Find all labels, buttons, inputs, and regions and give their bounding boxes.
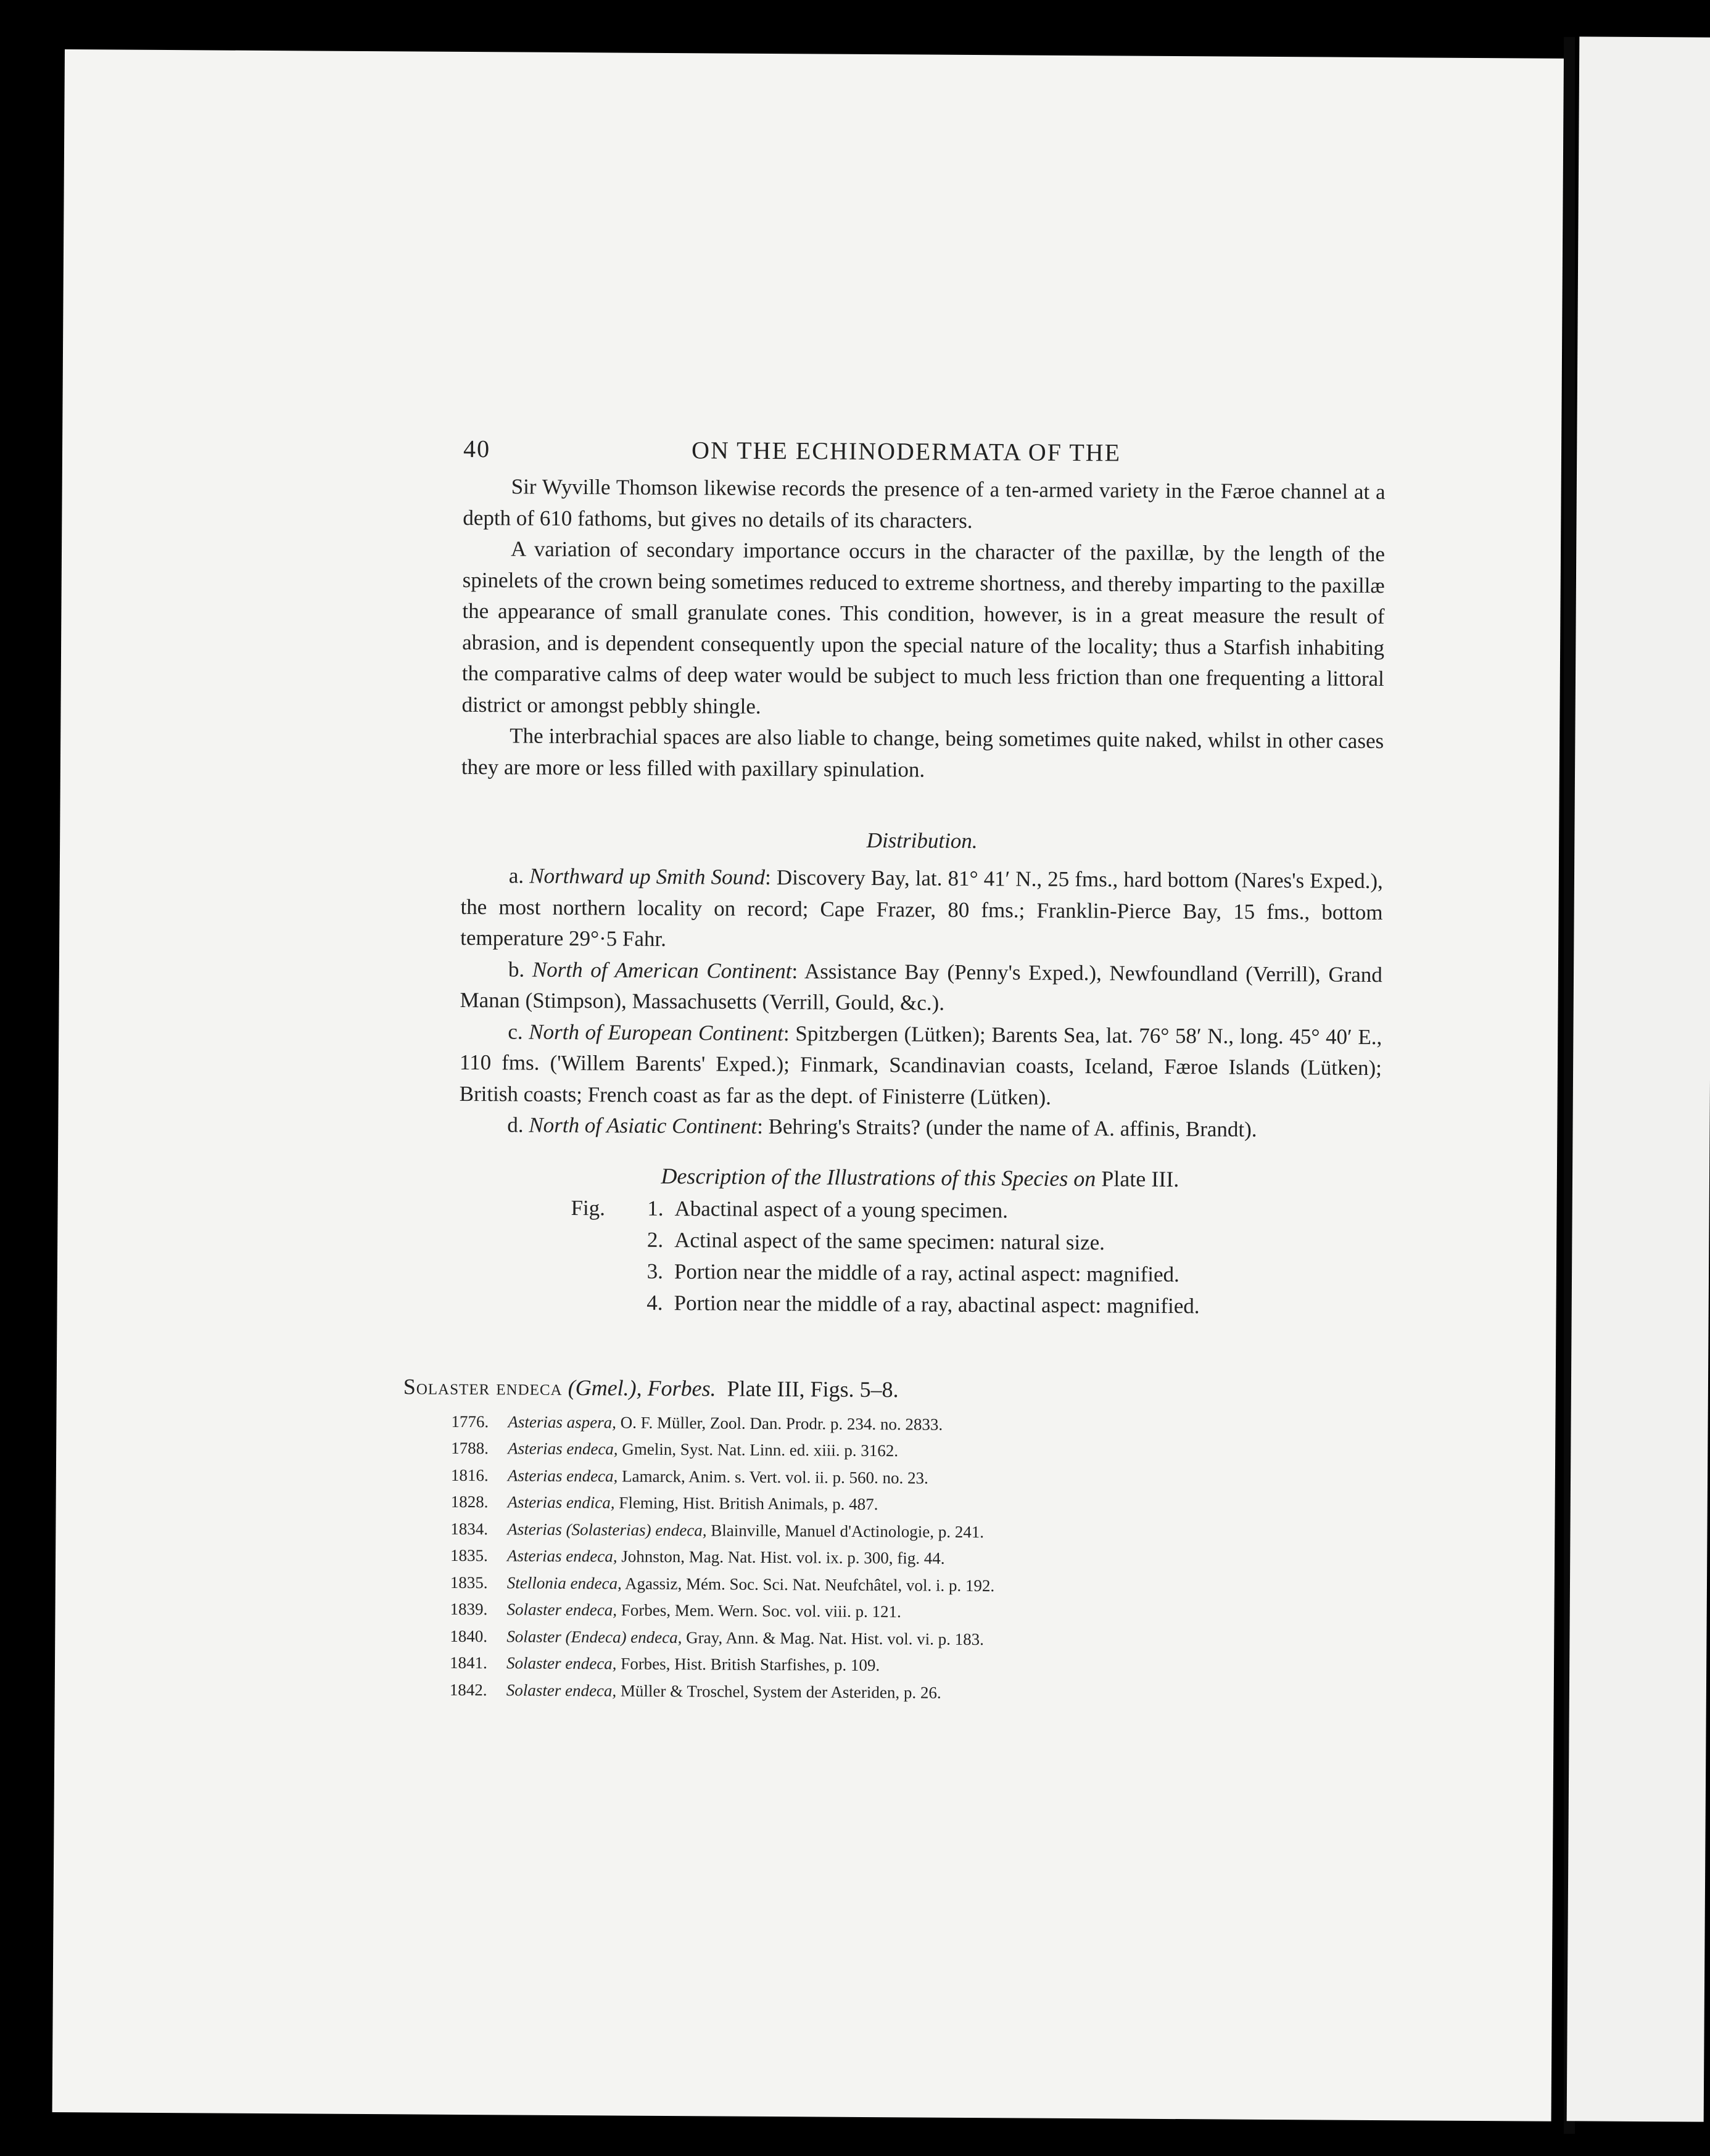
synonym-name: Solaster (Endeca) endeca, xyxy=(506,1626,682,1647)
illustrations-heading xyxy=(459,1161,1381,1193)
figure-caption: Actinal aspect of the same specimen: natural size. xyxy=(674,1227,1105,1254)
synonym-name: Asterias endeca, xyxy=(508,1439,618,1459)
synonym-year: 1816. xyxy=(450,1465,489,1484)
figure-item xyxy=(570,1286,1380,1323)
facing-page-edge xyxy=(1567,36,1710,2121)
figure-prefix: Fig. xyxy=(571,1195,606,1220)
synonym-reference: Forbes, Hist. British Starfishes, p. 109. xyxy=(621,1654,880,1675)
synonym-year: 1835. xyxy=(450,1573,488,1592)
synonym-year: 1776. xyxy=(451,1412,489,1431)
synonym-year: 1841. xyxy=(449,1653,487,1673)
synonym-reference: Müller & Troschel, System der Asteriden, p. 26. xyxy=(620,1681,941,1702)
synonym-reference: O. F. Müller, Zool. Dan. Prodr. p. 234. no. 2833. xyxy=(620,1413,943,1434)
synonym-reference: Johnston, Mag. Nat. Hist. vol. ix. p. 300, fig. 44. xyxy=(621,1547,945,1568)
distribution-region: North of Asiatic Continent xyxy=(529,1113,758,1138)
synonym-year: 1839. xyxy=(450,1599,488,1619)
running-head xyxy=(463,434,1386,477)
synonym-reference: Lamarck, Anim. s. Vert. vol. ii. p. 560. no. 23. xyxy=(621,1467,928,1487)
synonym-year: 1788. xyxy=(451,1438,489,1458)
distribution-text: : Spitzbergen (Lütken); Barents Sea, lat. 76° 58′ N., long. 45° 40′ E., 110 fms. ('Willem Barents' Exped.); Finmark, Scandinavian coasts, Iceland, Færoe Islands (Lütken); British coasts; French coast as far as the dept. of Finisterre (Lütken). xyxy=(459,1021,1382,1109)
species-name: Solaster endeca xyxy=(403,1373,563,1400)
figure-number: 1. xyxy=(647,1196,664,1220)
synonym-name: Solaster endeca, xyxy=(506,1680,617,1700)
species-plate: Plate III, Figs. 5–8. xyxy=(727,1376,899,1402)
figure-caption: Portion near the middle of a ray, actinal aspect: magnified. xyxy=(674,1259,1179,1286)
synonym-reference: Fleming, Hist. British Animals, p. 487. xyxy=(619,1493,878,1514)
synonym-reference: Agassiz, Mém. Soc. Sci. Nat. Neufchâtel, vol. i. p. 192. xyxy=(624,1574,995,1595)
distribution-item-c xyxy=(460,1016,1382,1115)
distribution-item-a xyxy=(460,860,1383,960)
synonym-year: 1834. xyxy=(450,1519,489,1538)
figure-item xyxy=(571,1192,1381,1228)
distribution-letter: d. xyxy=(507,1113,524,1137)
synonym-year: 1835. xyxy=(450,1545,488,1565)
illustrations-heading-plate: Plate III. xyxy=(1101,1166,1179,1191)
species-author: (Gmel.), Forbes. xyxy=(568,1375,716,1401)
distribution-item-b xyxy=(460,953,1382,1021)
distribution-letter: c. xyxy=(508,1019,523,1044)
synonym-reference: Gmelin, Syst. Nat. Linn. ed. xiii. p. 3162. xyxy=(622,1439,899,1460)
species-heading xyxy=(403,1371,1380,1408)
figure-item xyxy=(571,1224,1381,1260)
synonym-name: Solaster endeca, xyxy=(506,1653,617,1673)
synonym-year: 1842. xyxy=(449,1680,487,1699)
scanned-page xyxy=(52,49,1564,2121)
synonym-name: Asterias endeca, xyxy=(507,1546,618,1566)
distribution-region: North of European Continent xyxy=(529,1019,784,1045)
figure-list xyxy=(570,1192,1381,1323)
distribution-heading: Distribution. xyxy=(866,828,978,854)
synonymy-list xyxy=(450,1408,1380,1709)
synonym-name: Asterias endica, xyxy=(507,1492,615,1512)
distribution-text: : Behring's Straits? (under the name of A. affinis, Brandt). xyxy=(757,1114,1257,1142)
paragraph-ten-armed-variety: Sir Wyville Thomson likewise records the presence of a ten-armed variety in the Færoe channel at a depth of 610 fathoms, but gives no details of its characters. xyxy=(463,474,1386,533)
page-number: 40 xyxy=(463,434,491,463)
synonym-name: Asterias endeca, xyxy=(507,1465,618,1486)
paragraph-interbrachial-spaces: The interbrachial spaces are also liable to change, being sometimes quite naked, whilst in other cases they are more or less filled with paxillary spinulation. xyxy=(461,723,1384,782)
synonym-year: 1828. xyxy=(450,1492,489,1512)
figure-caption: Portion near the middle of a ray, abactinal aspect: magnified. xyxy=(674,1290,1200,1318)
figure-item xyxy=(571,1255,1381,1291)
figure-number: 3. xyxy=(646,1259,664,1283)
synonym-reference: Forbes, Mem. Wern. Soc. vol. viii. p. 121. xyxy=(621,1600,901,1621)
distribution-item-d xyxy=(459,1109,1381,1146)
distribution-region: North of American Continent xyxy=(532,957,792,983)
distribution-region: Northward up Smith Sound xyxy=(529,863,766,889)
synonym-name: Stellonia endeca, xyxy=(506,1573,622,1593)
paragraph-paxillae-variation: A variation of secondary importance occurs in the character of the paxillæ, by the length of the spinelets of the crown being sometimes reduced to extreme shortness, and thereby imparting to the paxillæ the appearance of small granulate cones. This condition, however, is in a great measure the result of abrasion, and is dependent consequently upon the special nature of the locality; thus a Starfish inhabiting the comparative calms of deep water would be subject to much less friction than one frequenting a littoral district or amongst pebbly shingle. xyxy=(461,537,1386,718)
synonym-reference: Blainville, Manuel d'Actinologie, p. 241. xyxy=(711,1520,985,1541)
running-title: ON THE ECHINODERMATA OF THE xyxy=(691,436,1121,467)
figure-number: 4. xyxy=(646,1290,663,1315)
distribution-letter: a. xyxy=(508,863,524,888)
synonym-name: Solaster endeca, xyxy=(506,1600,618,1619)
figure-number: 2. xyxy=(646,1227,664,1252)
synonym-year: 1840. xyxy=(450,1626,488,1645)
synonym-reference: Gray, Ann. & Mag. Nat. Hist. vol. vi. p. 183. xyxy=(686,1627,984,1648)
distribution-text: : Discovery Bay, lat. 81° 41′ N., 25 fms., hard bottom (Nares's Exped.), the most northern locality on record; Cape Frazer, 80 fms.; Franklin-Pierce Bay, 15 fms., bottom temperature 29°·5 Fahr. xyxy=(460,865,1383,951)
synonym-name: Asterias aspera, xyxy=(508,1412,617,1432)
distribution-letter: b. xyxy=(508,957,525,982)
distribution-text: : Assistance Bay (Penny's Exped.), Newfoundland (Verrill), Grand Manan (Stimpson), Massachusetts (Verrill, Gould, &c.). xyxy=(460,958,1382,1015)
illustrations-heading-italic: Description of the Illustrations of this Species on xyxy=(661,1163,1096,1191)
synonym-row xyxy=(450,1676,1378,1709)
page-content xyxy=(403,434,1386,1709)
synonym-name: Asterias (Solasterias) endeca, xyxy=(507,1519,707,1539)
figure-caption: Abactinal aspect of a young specimen. xyxy=(674,1196,1009,1222)
